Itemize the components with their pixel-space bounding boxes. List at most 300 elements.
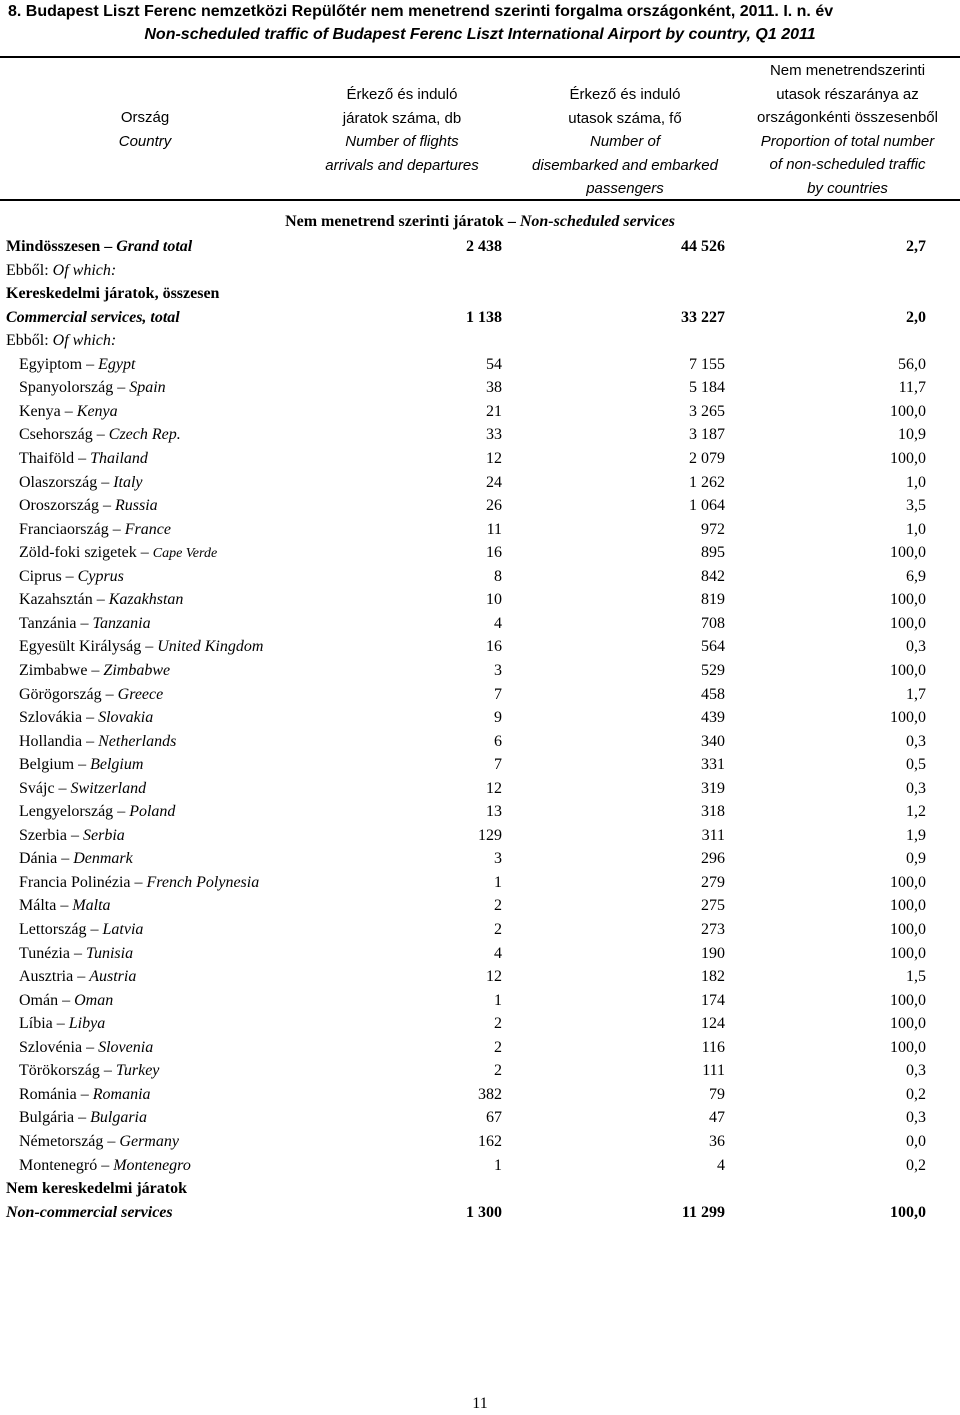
dash: – (61, 567, 78, 585)
passengers-cell: 273 (701, 921, 725, 938)
share-cell: 1,0 (906, 520, 926, 538)
country-cell (19, 871, 259, 894)
country-hu: Tunézia (19, 944, 70, 962)
table-row (0, 965, 960, 988)
country-en: French Polynesia (146, 873, 260, 891)
passengers-cell: 47 (709, 1109, 725, 1127)
share-cell: 0,3 (906, 732, 926, 750)
section-heading-dash: – (503, 213, 520, 230)
passengers-cell: 174 (701, 991, 725, 1009)
country-hu: Montenegró (19, 1156, 98, 1174)
flights-cell: 2 (494, 1062, 502, 1080)
country-en: Latvia (102, 921, 144, 938)
passengers-cell: 3 187 (689, 426, 725, 444)
passengers-cell: 842 (701, 567, 725, 585)
table-row (0, 1083, 960, 1106)
passengers-cell: 33 227 (681, 308, 725, 326)
country-hu: Kenya (19, 402, 61, 420)
table-row (0, 612, 960, 635)
page-title-en: Non-scheduled traffic of Budapest Ferenc Liszt International Airport by country, Q1 2011 (144, 26, 816, 43)
country-en: Commercial services, total (6, 308, 180, 326)
flights-cell: 12 (486, 450, 502, 467)
country-cell (19, 588, 183, 611)
country-cell (19, 400, 118, 423)
country-en: Of which: (52, 261, 117, 279)
flights-cell: 382 (478, 1085, 502, 1103)
country-hu: Olaszország (19, 473, 98, 491)
table-row (0, 376, 960, 399)
dash: – (87, 661, 104, 679)
flights-cell: 1 (494, 991, 502, 1009)
flights-cell: 9 (494, 709, 502, 726)
dash: – (92, 591, 109, 609)
country-hu: Lettország (19, 921, 87, 938)
flights-cell: 4 (494, 944, 502, 962)
passengers-cell: 11 299 (681, 1203, 725, 1221)
header-passengers-hu1: Érkező és induló (569, 86, 681, 103)
country-hu: Kereskedelmi járatok, összesen (6, 285, 220, 303)
flights-cell: 2 (494, 1015, 502, 1033)
table-row (0, 423, 960, 446)
flights-cell: 24 (486, 473, 502, 491)
flights-cell: 1 300 (466, 1203, 502, 1221)
passengers-cell: 3 265 (689, 402, 725, 420)
share-cell: 1,5 (906, 968, 926, 986)
passengers-cell: 331 (701, 756, 725, 774)
passengers-cell: 564 (701, 638, 725, 656)
header-share-en3: by countries (807, 179, 888, 197)
dash: – (136, 544, 153, 562)
flights-cell: 33 (486, 426, 502, 444)
header-passengers (515, 83, 735, 201)
table-row (0, 659, 960, 682)
dash: – (74, 450, 91, 467)
dash: – (113, 803, 130, 821)
passengers-cell: 36 (709, 1132, 725, 1150)
country-en: Austria (89, 968, 137, 986)
dash: – (130, 873, 147, 891)
section-heading (0, 213, 960, 231)
table-row (0, 730, 960, 753)
passengers-cell: 319 (701, 779, 725, 797)
header-share-hu1: Nem menetrendszerinti (769, 62, 926, 79)
country-cell (19, 918, 143, 941)
dash: – (100, 238, 117, 255)
country-cell (19, 494, 158, 517)
country-en: Turkey (115, 1062, 160, 1080)
header-share-en1: Proportion of total number (760, 132, 935, 150)
header-share (735, 59, 960, 200)
country-cell (19, 847, 133, 870)
dash: – (76, 614, 93, 632)
country-en: Belgium (90, 756, 144, 774)
dash: – (97, 1156, 114, 1174)
header-flights-hu2: járatok száma, db (342, 109, 462, 127)
country-cell (19, 635, 263, 658)
country-hu: Ciprus (19, 567, 62, 585)
country-en: Greece (117, 685, 164, 703)
flights-cell: 7 (494, 756, 502, 774)
country-hu: Ebből: (6, 332, 49, 350)
dash: – (73, 968, 90, 986)
share-cell: 0,3 (906, 1062, 926, 1080)
dash: – (82, 709, 99, 726)
country-hu: Svájc (19, 779, 55, 797)
country-hu: Mindösszesen (6, 238, 101, 255)
flights-cell: 12 (486, 968, 502, 986)
passengers-cell: 529 (701, 661, 725, 679)
share-cell: 100,0 (890, 1203, 926, 1221)
share-cell: 100,0 (890, 709, 926, 726)
flights-cell: 4 (494, 614, 502, 632)
table-row (0, 777, 960, 800)
flights-cell: 13 (486, 803, 502, 821)
share-cell: 0,5 (906, 756, 926, 774)
country-en: Thailand (90, 450, 148, 467)
table-row (0, 706, 960, 729)
table-row (0, 1059, 960, 1082)
header-bottom-rule (0, 199, 960, 201)
table-row (0, 259, 960, 282)
country-en: Tanzania (92, 614, 151, 632)
country-cell (6, 306, 180, 329)
country-cell (19, 376, 166, 399)
page-title-hu: 8. Budapest Liszt Ferenc nemzetközi Repülőtér nem menetrend szerinti forgalma országonként, 2011. I. n. év (8, 3, 834, 20)
passengers-cell: 458 (701, 685, 725, 703)
share-cell: 100,0 (890, 991, 926, 1009)
dash: – (74, 1109, 91, 1127)
country-en: Cyprus (77, 567, 124, 585)
country-hu: Francia Polinézia (19, 873, 131, 891)
table-row (0, 871, 960, 894)
flights-cell: 3 (494, 850, 502, 868)
passengers-cell: 439 (701, 709, 725, 726)
country-en: Italy (113, 473, 143, 491)
country-hu: Omán (19, 991, 59, 1009)
country-cell (19, 1130, 179, 1153)
share-cell: 11,7 (898, 379, 926, 397)
table-row (0, 565, 960, 588)
country-en: Czech Rep. (108, 426, 181, 444)
table-row (0, 942, 960, 965)
country-cell (19, 824, 125, 847)
share-cell: 100,0 (890, 450, 926, 467)
country-hu: Németország (19, 1132, 104, 1150)
country-en: Russia (114, 497, 158, 515)
share-cell: 100,0 (890, 661, 926, 679)
country-hu: Ausztria (19, 968, 74, 986)
country-hu: Szlovákia (19, 709, 83, 726)
table-row (0, 683, 960, 706)
country-cell (19, 353, 135, 376)
country-hu: Lengyelország (19, 803, 114, 821)
header-flights (292, 83, 512, 177)
dash: – (103, 1132, 120, 1150)
table-row (0, 541, 960, 564)
country-en: Cape Verde (152, 546, 218, 562)
flights-cell: 6 (494, 732, 502, 750)
country-cell (19, 423, 181, 446)
table-row (0, 1012, 960, 1035)
country-cell (6, 282, 219, 305)
country-hu: Málta (19, 897, 57, 915)
share-cell: 6,9 (906, 567, 926, 585)
share-cell: 0,2 (906, 1156, 926, 1174)
country-cell (19, 730, 176, 753)
share-cell: 56,0 (898, 355, 926, 373)
country-cell (19, 1012, 105, 1035)
dash: – (76, 1085, 93, 1103)
share-cell: 100,0 (890, 614, 926, 632)
flights-cell: 38 (486, 379, 502, 397)
flights-cell: 11 (486, 520, 502, 538)
country-en: Serbia (82, 826, 125, 844)
header-share-hu3: országonkénti összesenből (757, 109, 938, 126)
country-cell (6, 1201, 173, 1224)
country-cell (19, 1106, 147, 1129)
dash: – (66, 826, 83, 844)
table-row (0, 400, 960, 423)
flights-cell: 7 (494, 685, 502, 703)
flights-cell: 26 (486, 497, 502, 515)
country-hu: Thaiföld (19, 450, 75, 467)
country-en: Denmark (73, 850, 133, 868)
dash: – (57, 850, 74, 868)
header-country (60, 106, 230, 153)
country-en: Romania (92, 1085, 151, 1103)
dash: – (97, 473, 114, 491)
dash: – (101, 685, 118, 703)
country-hu: Egyesült Királyság (19, 638, 142, 656)
flights-cell: 1 138 (466, 308, 502, 326)
passengers-cell: 279 (701, 873, 725, 891)
section-heading-en: Non-scheduled services (519, 213, 675, 230)
dash: – (74, 756, 91, 774)
country-hu: Ebből: (6, 261, 49, 279)
country-en: Netherlands (98, 732, 177, 750)
dash: – (141, 638, 158, 656)
table-row (0, 1130, 960, 1153)
share-cell: 1,9 (906, 826, 926, 844)
table-row (0, 588, 960, 611)
table-row (0, 447, 960, 470)
country-hu: Belgium (19, 756, 75, 774)
country-en: Tunisia (85, 944, 134, 962)
country-cell (19, 612, 151, 635)
share-cell: 0,3 (906, 779, 926, 797)
passengers-cell: 2 079 (689, 450, 725, 467)
flights-cell: 2 (494, 897, 502, 915)
passengers-cell: 1 064 (689, 497, 725, 515)
country-hu: Zimbabwe (19, 661, 88, 679)
country-en: Of which: (52, 332, 117, 350)
passengers-cell: 296 (701, 850, 725, 868)
share-cell: 1,7 (906, 685, 926, 703)
header-flights-en1: Number of flights (345, 133, 459, 150)
dash: – (58, 991, 75, 1009)
country-cell (19, 1059, 159, 1082)
country-en: Kenya (76, 402, 118, 420)
country-hu: Oroszország (19, 497, 99, 515)
header-passengers-hu2: utasok száma, fő (568, 109, 682, 127)
country-hu: Hollandia (19, 732, 83, 750)
passengers-cell: 111 (702, 1062, 725, 1080)
country-hu: Nem kereskedelmi járatok (6, 1180, 187, 1197)
flights-cell: 8 (494, 567, 502, 585)
passengers-cell: 340 (701, 732, 725, 750)
header-share-en2: of non-scheduled traffic (769, 156, 926, 173)
country-cell (19, 565, 124, 588)
flights-cell: 21 (486, 402, 502, 420)
country-cell (19, 518, 171, 541)
header-country-en: Country (118, 132, 172, 150)
flights-cell: 2 438 (466, 238, 502, 255)
dash: – (108, 520, 125, 538)
table-row (0, 847, 960, 870)
country-hu: Csehország (19, 426, 93, 444)
country-hu: Líbia (19, 1015, 53, 1033)
flights-cell: 12 (486, 779, 502, 797)
country-en: Egypt (98, 355, 136, 373)
share-cell: 100,0 (890, 544, 926, 562)
dash: – (99, 1062, 116, 1080)
table-row (0, 753, 960, 776)
flights-cell: 1 (494, 1156, 502, 1174)
country-en: Oman (74, 991, 114, 1009)
share-cell: 1,0 (906, 473, 926, 491)
country-hu: Spanyolország (19, 379, 114, 397)
country-cell (19, 800, 175, 823)
country-hu: Bulgária (19, 1109, 75, 1127)
share-cell: 100,0 (890, 1015, 926, 1033)
country-cell (19, 1154, 191, 1177)
header-passengers-en2: disembarked and embarked (532, 156, 718, 174)
dash: – (92, 426, 109, 444)
country-cell (19, 777, 146, 800)
dash: – (86, 921, 103, 938)
share-cell: 100,0 (890, 897, 926, 915)
share-cell: 100,0 (890, 402, 926, 420)
dash: – (98, 497, 115, 515)
table-row (0, 1154, 960, 1177)
country-cell (19, 965, 136, 988)
flights-cell: 2 (494, 1038, 502, 1056)
table-row (0, 1036, 960, 1059)
passengers-cell: 116 (701, 1038, 725, 1056)
flights-cell: 3 (494, 661, 502, 679)
country-cell (6, 259, 116, 282)
country-hu: Franciaország (19, 520, 109, 538)
country-cell (6, 1177, 187, 1200)
table-row (0, 353, 960, 376)
dash: – (54, 779, 71, 797)
country-cell (19, 989, 113, 1012)
passengers-cell: 190 (701, 944, 725, 962)
country-hu: Szerbia (19, 826, 67, 844)
passengers-cell: 895 (701, 544, 725, 562)
table-row (0, 329, 960, 352)
country-cell (6, 235, 192, 258)
table-row (0, 800, 960, 823)
country-en: Kazakhstan (108, 591, 184, 609)
table-row (0, 894, 960, 917)
flights-cell: 16 (486, 638, 502, 656)
country-hu: Zöld-foki szigetek (19, 544, 137, 562)
flights-cell: 129 (478, 826, 502, 844)
country-hu: Dánia (19, 850, 58, 868)
country-hu: Egyiptom (19, 355, 83, 373)
dash: – (113, 379, 130, 397)
header-country-hu: Ország (120, 109, 170, 126)
share-cell: 3,5 (906, 497, 926, 515)
country-en: Grand total (116, 238, 193, 255)
passengers-cell: 972 (701, 520, 725, 538)
dash: – (82, 732, 99, 750)
country-hu: Szlovénia (19, 1038, 83, 1056)
passengers-cell: 311 (701, 826, 725, 844)
dash: – (82, 1038, 99, 1056)
country-cell (6, 329, 116, 352)
passengers-cell: 1 262 (689, 473, 725, 491)
passengers-cell: 44 526 (681, 238, 725, 255)
share-cell: 0,9 (906, 850, 926, 868)
dash: – (82, 355, 99, 373)
flights-cell: 162 (478, 1132, 502, 1150)
passengers-cell: 124 (701, 1015, 725, 1033)
share-cell: 2,7 (906, 238, 926, 255)
header-top-rule (0, 56, 960, 58)
share-cell: 100,0 (890, 921, 926, 938)
country-en: Zimbabwe (103, 661, 171, 679)
share-cell: 100,0 (890, 873, 926, 891)
table-row (0, 235, 960, 258)
passengers-cell: 708 (701, 614, 725, 632)
flights-cell: 2 (494, 921, 502, 938)
table-row (0, 918, 960, 941)
share-cell: 0,3 (906, 638, 926, 656)
flights-cell: 67 (486, 1109, 502, 1127)
share-cell: 1,2 (906, 803, 926, 821)
share-cell: 0,3 (906, 1109, 926, 1127)
passengers-cell: 4 (717, 1156, 725, 1174)
passengers-cell: 318 (701, 803, 725, 821)
country-cell (19, 447, 148, 470)
country-cell (19, 683, 163, 706)
country-hu: Kazahsztán (19, 591, 93, 609)
dash: – (60, 402, 77, 420)
country-en: Slovenia (98, 1038, 154, 1056)
country-en: Poland (129, 803, 176, 821)
country-cell (19, 706, 153, 729)
passengers-cell: 182 (701, 968, 725, 986)
country-en: Non-commercial services (6, 1203, 173, 1221)
country-hu: Görögország (19, 685, 102, 703)
table-row (0, 518, 960, 541)
table-row (0, 306, 960, 329)
table-row (0, 1106, 960, 1129)
passengers-cell: 79 (709, 1085, 725, 1103)
country-cell (19, 541, 217, 565)
flights-cell: 16 (486, 544, 502, 562)
country-cell (19, 894, 111, 917)
country-en: Germany (119, 1132, 179, 1150)
country-cell (19, 1036, 153, 1059)
header-flights-hu1: Érkező és induló (346, 86, 458, 103)
share-cell: 100,0 (890, 1038, 926, 1056)
share-cell: 10,9 (898, 426, 926, 444)
header-passengers-en3: passengers (586, 180, 664, 197)
section-heading-hu: Nem menetrend szerinti járatok (285, 213, 504, 230)
